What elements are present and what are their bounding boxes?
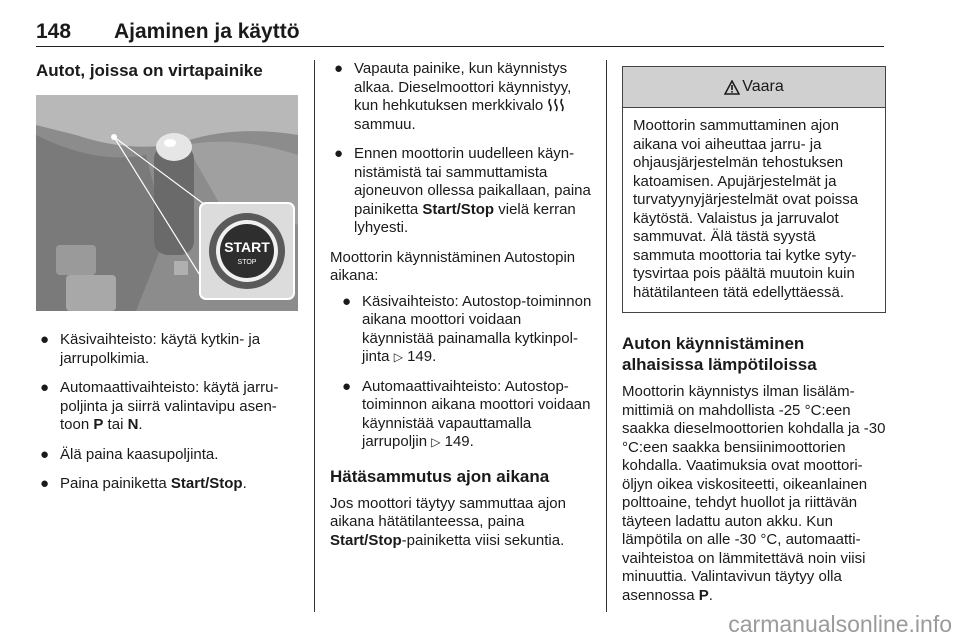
section-heading-power-button: Autot, joissa on virtapainike bbox=[36, 61, 263, 80]
list-item: ● Käsivaihteisto: käytä kytkin- ja jarrupolkimia. bbox=[40, 331, 261, 367]
autostop-list bbox=[330, 293, 592, 452]
page-number: 148 bbox=[36, 20, 72, 43]
column-divider-2 bbox=[606, 60, 607, 612]
page-reference[interactable]: 149 bbox=[407, 348, 433, 365]
glow-plug-icon bbox=[547, 98, 565, 112]
list-item: ● Älä paina kaasupoljinta. bbox=[40, 445, 219, 463]
start-stop-figure bbox=[36, 95, 298, 311]
list-item: ● Ennen moottorin uudelleen käynnistämistä tai sammuttamista ajoneuvon ollessa paikallaan, paina painiketta Start/Stop vielä kerran lyhyesti. bbox=[334, 145, 591, 236]
list-item: ● Paina painiketta Start/Stop. bbox=[40, 475, 247, 492]
column-divider-1 bbox=[314, 60, 315, 612]
watermark: carmanualsonline.info bbox=[728, 611, 952, 637]
left-column bbox=[36, 60, 298, 505]
section-heading-emergency-stop: Hätäsammutus ajon aikana bbox=[330, 466, 550, 486]
start-procedure-list-continued bbox=[330, 60, 592, 238]
list-item: ● Automaattivaihteisto: Autostop-toiminnon aikana moottori voidaan käynnistää vapauttamalla jarrupoljin ▷ 149. bbox=[342, 377, 591, 450]
warning-body bbox=[623, 108, 885, 312]
page-reference-icon: ▷ bbox=[393, 350, 403, 364]
page-reference-icon: ▷ bbox=[431, 435, 441, 449]
warning-title: Vaara bbox=[742, 78, 784, 95]
section-heading-low-temperature: Auton käynnistäminen alhaisissa lämpötiloissa bbox=[622, 334, 817, 374]
warning-text: Moottorin sammuttaminen ajon aikana voi aiheuttaa jarru- ja ohjausjärjestelmän tehostuksen katoamisen. Apujärjestelmät ja turvatyynyjärjestelmät ovat poissa käytöstä. Valaistus ja jarruvalot sammuvat. Älä tästä syystä sammuta moottoria tai kytke sytytysvirtaa pois päältä muutoin kuin hätätilanteen tätä edellyttäessä. bbox=[633, 117, 859, 301]
autostop-intro: Moottorin käynnistäminen Autostopin aikana: bbox=[330, 248, 576, 284]
low-temperature-paragraph: Moottorin käynnistys ilman lisälämmittimiä on mahdollista -25 °C:een saakka dieselmoottorien kohdalla ja -30 °C:een saakka bensiinimoottorien kohdalla. Vaatimuksia ovat moottoriöljyn oikea viskositeetti, oikeanlainen polttoaine, tehdyt huollot ja riittävän täyteen ladattu auton akku. Kun lämpötila on alle -30 °C, automaattivaihteistoa on lämmitettävä noin viisi minuuttia. Valintavivun täytyy olla asennossa P. bbox=[622, 383, 886, 604]
emergency-paragraph: Jos moottori täytyy sammuttaa ajon aikana hätätilanteessa, paina Start/Stop-painiketta viisi sekuntia. bbox=[330, 494, 566, 549]
chapter-title: Ajaminen ja käyttö bbox=[114, 20, 300, 43]
start-label: START bbox=[224, 239, 270, 255]
right-column bbox=[622, 66, 886, 605]
start-procedure-list bbox=[36, 331, 298, 494]
page-header bbox=[36, 18, 884, 47]
middle-column bbox=[330, 60, 592, 550]
page-reference[interactable]: 149 bbox=[444, 433, 470, 450]
stop-label: STOP bbox=[237, 259, 257, 266]
list-item: ● Vapauta painike, kun käynnistys alkaa. Dieselmoottori käynnistyy, kun hehkutuksen merkkivalo sammuu. bbox=[334, 60, 572, 133]
list-item: ● Automaattivaihteisto: käytä jarrupoljinta ja siirrä valintavipu asentoon P tai N. bbox=[40, 379, 279, 433]
warning-header bbox=[623, 67, 885, 108]
warning-triangle-icon bbox=[724, 80, 740, 95]
warning-box bbox=[622, 66, 886, 313]
list-item: ● Käsivaihteisto: Autostop-toiminnon aikana moottori voidaan käynnistää painamalla kytkinpoljinta ▷ 149. bbox=[342, 292, 592, 365]
